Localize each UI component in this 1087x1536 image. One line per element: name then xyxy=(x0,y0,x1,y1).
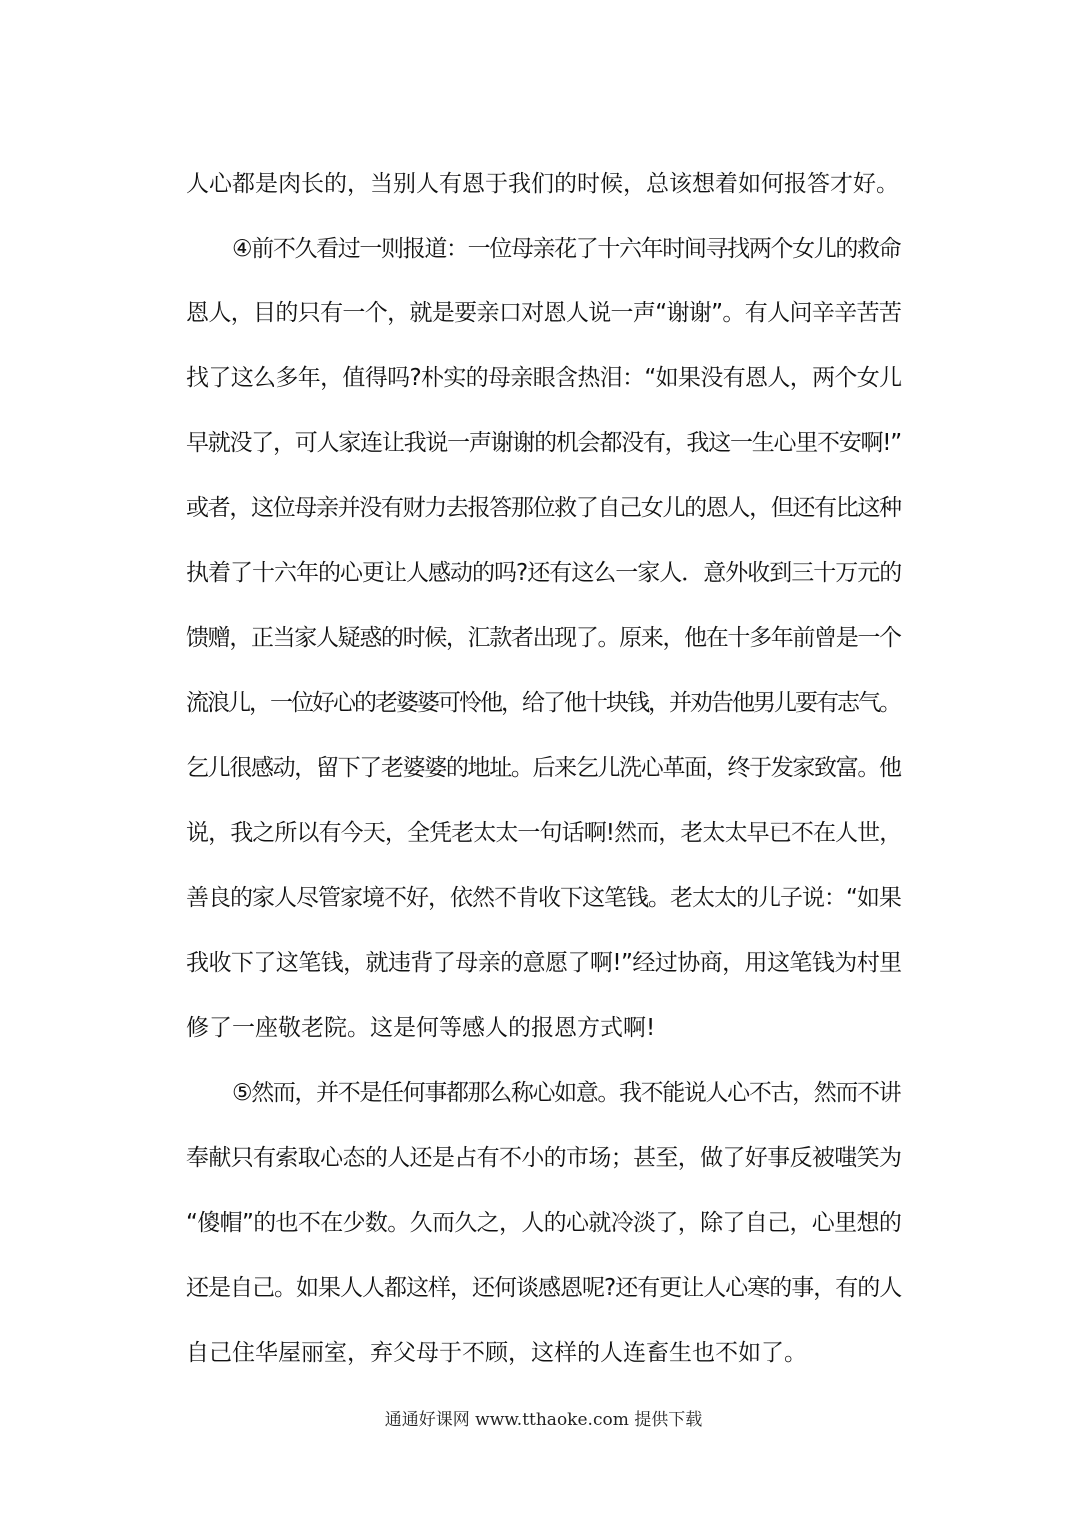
text-line: 自己住华屋丽室，弃父母于不顾，这样的人连畜生也不如了。 xyxy=(186,1340,807,1366)
page-footer: 通通好课网 www.tthaoke.com 提供下载 xyxy=(384,1410,703,1430)
text-line: 早就没了，可人家连让我说一声谢谢的机会都没有，我这一生心里不安啊!” xyxy=(186,430,901,456)
text-line: 找了这么多年，值得吗?朴实的母亲眼含热泪：“如果没有恩人，两个女儿 xyxy=(186,365,902,391)
text-line: 流浪儿，一位好心的老婆婆可怜他，给了他十块钱，并劝告他男儿要有志气。 xyxy=(186,690,900,716)
text-line: 乞儿很感动，留下了老婆婆的地址。后来乞儿洗心革面，终于发家致富。他 xyxy=(186,755,901,781)
text-line: 或者，这位母亲并没有财力去报答那位救了自己女儿的恩人，但还有比这种 xyxy=(186,495,901,521)
text-line: 我收下了这笔钱，就违背了母亲的意愿了啊!”经过协商，用这笔钱为村里 xyxy=(186,950,902,976)
text-line: 馈赠，正当家人疑惑的时候，汇款者出现了。原来，他在十多年前曾是一个 xyxy=(186,625,901,651)
text-line: 人心都是肉长的，当别人有恩于我们的时候，总该想着如何报答才好。 xyxy=(186,171,899,197)
text-line: 奉献只有索取心态的人还是占有不小的市场；甚至，做了好事反被嗤笑为 xyxy=(186,1145,902,1171)
paragraph-4-start: ④前不久看过一则报道：一位母亲花了十六年时间寻找两个女儿的救命 xyxy=(232,236,901,262)
text-line: 修了一座敬老院。这是何等感人的报恩方式啊! xyxy=(186,1015,656,1041)
text-line: 还是自己。如果人人都这样，还何谈感恩呢?还有更让人心寒的事，有的人 xyxy=(186,1275,902,1301)
text-line: “傻帽”的也不在少数。久而久之，人的心就冷淡了，除了自己，心里想的 xyxy=(186,1210,902,1236)
text-line: 善良的家人尽管家境不好，依然不肯收下这笔钱。老太太的儿子说：“如果 xyxy=(186,885,901,911)
text-line: 执着了十六年的心更让人感动的吗?还有这么一家人．意外收到三十万元的 xyxy=(186,560,902,586)
paragraph-5-start: ⑤然而，并不是任何事都那么称心如意。我不能说人心不古，然而不讲 xyxy=(232,1080,901,1106)
text-line: 恩人，目的只有一个，就是要亲口对恩人说一声“谢谢”。有人问辛辛苦苦 xyxy=(186,300,902,326)
text-line: 说，我之所以有今天，全凭老太太一句话啊!然而，老太太早已不在人世， xyxy=(186,820,902,846)
